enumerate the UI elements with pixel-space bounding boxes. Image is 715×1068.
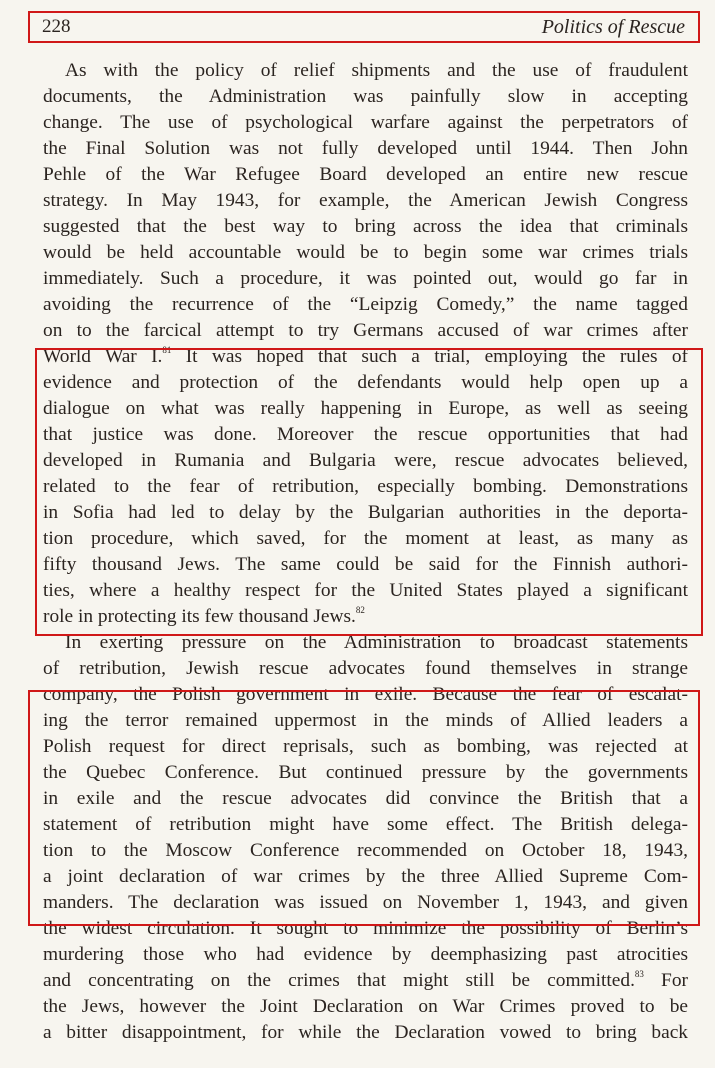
text-line: a joint declaration of war crimes by the three Allied Supreme Com- [43, 866, 688, 887]
text-line: in Sofia had led to delay by the Bulgarian authorities in the deporta- [43, 502, 688, 523]
text-line: developed in Rumania and Bulgaria were, rescue advocates believed, [43, 450, 688, 471]
text-line: the Quebec Conference. But continued pressure by the governments [43, 762, 688, 783]
text-line: a bitter disappointment, for while the Declaration vowed to bring back [43, 1022, 688, 1043]
text-fragment: It was hoped that such a trial, employing the rules of [171, 346, 688, 367]
text-line [43, 344, 688, 370]
text-line: ing the terror remained uppermost in the minds of Allied leaders a [43, 710, 688, 731]
text-line: ties, where a healthy respect for the United States played a significant [43, 580, 688, 601]
text-fragment: For [643, 970, 688, 991]
text-line [43, 604, 688, 630]
text-line: that justice was done. Moreover the rescue opportunities that had [43, 424, 688, 445]
text-line: statement of retribution might have some effect. The British delega- [43, 814, 688, 835]
text-fragment: World War I. [43, 346, 163, 367]
text-line: immediately. Such a procedure, it was pointed out, would go far in [43, 268, 688, 289]
text-line: the widest circulation. It sought to minimize the possibility of Berlin’s [43, 918, 688, 939]
footnote-ref-83: 83 [634, 969, 644, 979]
paragraph-1 [43, 58, 688, 630]
text-line: related to the fear of retribution, especially bombing. Demonstrations [43, 476, 688, 497]
running-title: Politics of Rescue [541, 16, 685, 38]
text-line: the Final Solution was not fully developed until 1944. Then John [43, 138, 688, 159]
text-line: tion procedure, which saved, for the moment at least, as many as [43, 528, 688, 549]
text-line: company, the Polish government in exile. Because the fear of escalat- [43, 684, 688, 705]
text-line: of retribution, Jewish rescue advocates found themselves in strange [43, 658, 688, 679]
text-line: would be held accountable would be to begin some war crimes trials [43, 242, 688, 263]
text-line [43, 968, 688, 994]
text-line: suggested that the best way to bring across the idea that criminals [43, 216, 688, 237]
text-line: manders. The declaration was issued on November 1, 1943, and given [43, 892, 688, 913]
text-line: avoiding the recurrence of the “Leipzig Comedy,” the name tagged [43, 294, 688, 315]
text-line: murdering those who had evidence by deemphasizing past atrocities [43, 944, 688, 965]
body-text [43, 58, 688, 1046]
text-line: As with the policy of relief shipments and the use of fraudulent [65, 60, 688, 81]
page-number: 228 [42, 16, 71, 37]
text-fragment: and concentrating on the crimes that might still be committed. [43, 970, 635, 991]
text-line: dialogue on what was really happening in Europe, as well as seeing [43, 398, 688, 419]
text-line: Polish request for direct reprisals, such as bombing, was rejected at [43, 736, 688, 757]
text-line: documents, the Administration was painfully slow in accepting [43, 86, 688, 107]
text-line: fifty thousand Jews. The same could be said for the Finnish authori- [43, 554, 688, 575]
text-line: change. The use of psychological warfare against the perpetrators of [43, 112, 688, 133]
text-line: tion to the Moscow Conference recommended on October 18, 1943, [43, 840, 688, 861]
text-line: on to the farcical attempt to try Germans accused of war crimes after [43, 320, 688, 341]
paragraph-2 [43, 630, 688, 1046]
text-fragment: role in protecting its few thousand Jews. [43, 606, 356, 627]
text-line: strategy. In May 1943, for example, the American Jewish Congress [43, 190, 688, 211]
text-line: evidence and protection of the defendants would help open up a [43, 372, 688, 393]
text-line: Pehle of the War Refugee Board developed an entire new rescue [43, 164, 688, 185]
text-line: the Jews, however the Joint Declaration on War Crimes proved to be [43, 996, 688, 1017]
text-line: in exile and the rescue advocates did convince the British that a [43, 788, 688, 809]
text-line: In exerting pressure on the Administration to broadcast statements [65, 632, 688, 653]
footnote-ref-82: 82 [355, 605, 365, 615]
footnote-ref-81: 81 [162, 345, 172, 355]
running-header [28, 11, 700, 43]
